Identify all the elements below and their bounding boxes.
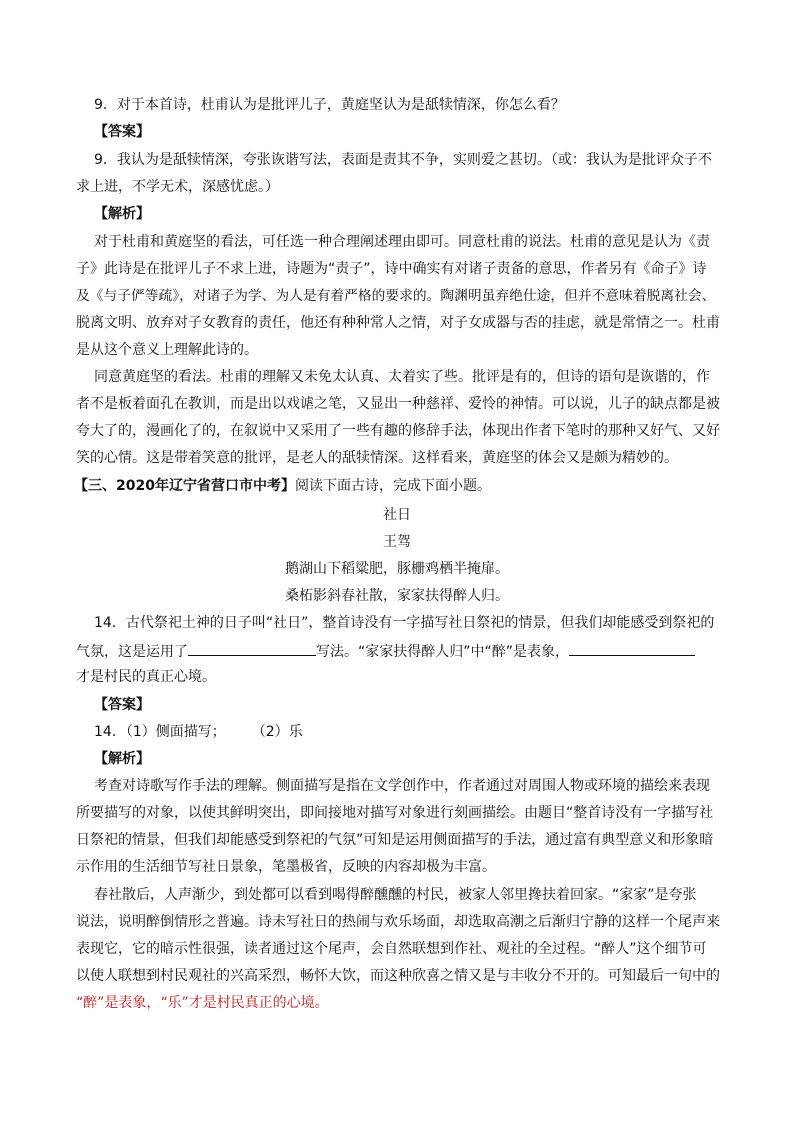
q14-analysis-line-1: 考查对诗歌写作手法的理解。侧面描写是指在文学创作中，作者通过对周围人物或环境的描绘来表现 [94,778,710,794]
q9-analysis-label: 【解析】 [94,206,150,222]
q14-analysis-line-8: 以使人联想到村民观社的兴高采烈，畅怀大饮，而这种欣喜之情又是与丰收分不开的。可知最后一句中的 [76,968,720,984]
poem-line-1: 鹅湖山下稻粱肥，豚栅鸡栖半掩扉。 [285,561,509,577]
q9-answer-line-1: 9．我认为是舐犊情深，夸张诙谐写法，表面是责其不争，实则爱之甚切。（或：我认为是批评众子不 [94,152,712,168]
q14-analysis-line-4: 示作用的生活细节写社日景象，笔墨极省，反映的内容却极为丰富。 [76,859,496,875]
q14-question-text-a: 气氛，这是运用了 [76,644,188,660]
q9-analysis-line-4: 脱离文明、放弃对子女教育的责任，他还有种种常人之情，对子女成器与否的挂虑，就是常情之一。杜甫 [76,315,720,331]
q14-analysis-line-3: 日祭祀的情景，但我们却能感受到祭祀的气氛”可知是运用侧面描写的手法，通过富有典型意义和形象暗 [76,832,714,848]
q9-analysis-line-6: 同意黄庭坚的看法。杜甫的理解又未免太认真、太着实了些。批评是有的，但诗的语句是诙谐的，作 [94,369,710,385]
q14-blank-2[interactable] [569,640,695,656]
section-3-line [74,476,491,496]
q14-analysis-line-6: 说法，说明醉倒情形之普遍。诗未写社日的热闹与欢乐场面，却选取高潮之后渐归宁静的这样一个尾声来 [76,914,720,930]
poem-author: 王驾 [383,534,411,550]
q9-analysis-line-9: 笑的心情。这是带着笑意的批评，是老人的舐犊情深。这样看来，黄庭坚的体会又是颇为精妙的。 [76,450,678,466]
q9-analysis-line-1: 对于杜甫和黄庭坚的看法，可任选一种合理阐述理由即可。同意杜甫的说法。杜甫的意见是认为《责 [94,234,710,250]
q14-question-line-2 [76,640,695,662]
q14-answer-prefix: 14． [94,724,126,740]
q14-answer-label: 【答案】 [94,697,150,713]
q9-analysis-line-5: 是从这个意义上理解此诗的。 [76,342,258,358]
q9-analysis-line-2: 子》此诗是在批评儿子不求上进，诗题为“责子”，诗中确实有对诸子责备的意思，作者另有《命子》诗 [76,261,707,277]
q9-answer-label: 【答案】 [94,124,150,140]
q9-analysis-line-8: 夸大了的，漫画化了的，在叙说中又采用了一些有趣的修辞手法，体现出作者下笔时的那种又好气、又好 [76,423,720,439]
poem-line-2: 桑柘影斜春社散，家家扶得醉人归。 [285,588,509,604]
q14-analysis-line-7: 表现它，它的暗示性很强，读者通过这个尾声，会自然联想到作社、观社的全过程。“醉人”这个细节可 [76,941,707,957]
q14-question-line-1: 14．古代祭祀土神的日子叫“社日”，整首诗没有一字描写社日祭祀的情景，但我们却能感受到祭祀的 [94,615,715,631]
q14-answer [94,722,303,742]
q14-analysis-label: 【解析】 [94,751,150,767]
section-3-heading: 【三、2020年辽宁省营口市中考】 [74,478,295,494]
q14-analysis-red-line: “醉”是表象，“乐”才是村民真正的心境。 [76,995,329,1011]
q14-answer-1: （1）侧面描写； [125,724,226,740]
q14-analysis-line-2: 所要描写的对象，以使其鲜明突出，即间接地对描写对象进行刻画描绘。由题目“整首诗没有一字描写社 [76,805,714,821]
q9-analysis-line-7: 者不是板着面孔在教训，而是出以戏谑之笔，又显出一种慈祥、爱怜的神情。可以说，儿子的缺点都是被 [76,396,720,412]
poem-title: 社日 [383,507,411,523]
q14-analysis-line-5: 春社散后，人声渐少，到处都可以看到喝得醉醺醺的村民，被家人邻里搀扶着回家。“家家”是夸张 [94,887,697,903]
q14-blank-1[interactable] [188,640,316,656]
q9-question: 9．对于本首诗，杜甫认为是批评儿子，黄庭坚认为是舐犊情深，你怎么看？ [94,97,565,113]
q14-answer-2: （2）乐 [251,724,303,740]
section-3-instruction: 阅读下面古诗，完成下面小题。 [294,478,491,494]
q14-question-text-b: 写法。“家家扶得醉人归”中“醉”是表象， [316,644,570,660]
q9-answer-line-2: 求上进，不学无术，深感忧虑。） [76,179,279,195]
q14-question-line-3: 才是村民的真正心境。 [76,669,216,685]
q9-analysis-line-3: 及《与子俨等疏》，对诸子为学、为人是有着严格的要求的。陶渊明虽弃绝仕途，但并不意味着脱离社会、 [76,288,716,304]
